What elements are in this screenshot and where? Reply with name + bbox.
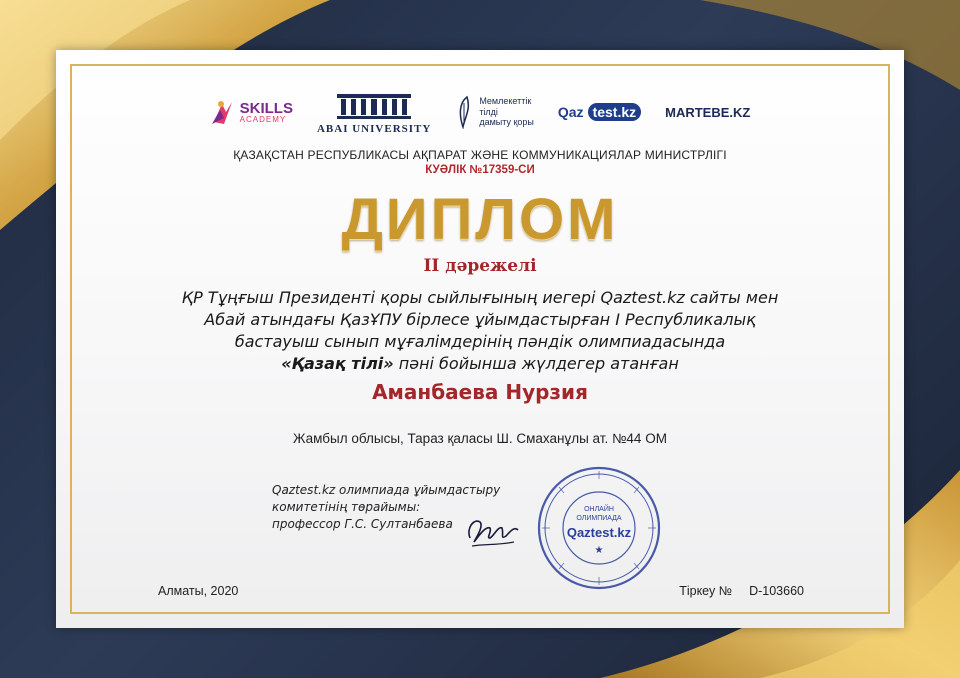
feather-icon [455, 95, 475, 129]
signatory-line-3: профессор Г.С. Султанбаева [272, 517, 453, 531]
recipient-name: Аманбаева Нурзия [372, 380, 588, 404]
stamp-brand-text: Qaztest.kz [566, 525, 632, 540]
place-and-date: Алматы, 2020 [158, 584, 239, 598]
skills-logo-sub: ACADEMY [239, 114, 287, 124]
skills-logo-name: SKILLS [239, 99, 293, 117]
signatory-line-1: Qaztest.kz олимпиада ұйымдастыру [272, 483, 501, 497]
diploma-title: ДИПЛОМ [341, 187, 619, 252]
registration-block [679, 584, 804, 598]
language-fund-logo [455, 95, 534, 129]
recipient-school: Жамбыл облысы, Тараз қаласы Ш. Смаханұлы ат. №44 ОМ [293, 431, 667, 446]
handwritten-signature [464, 508, 524, 552]
qaztest-logo [558, 103, 641, 121]
registration-label: Тіркеу № [679, 584, 733, 598]
language-fund-line-2: тілді [479, 106, 498, 117]
award-line-4 [146, 353, 814, 375]
abai-logo-name: ABAI UNIVERSITY [316, 122, 432, 135]
martebe-logo: MARTEBE.KZ [665, 104, 751, 120]
diploma-sheet [56, 50, 904, 628]
stamp-middle-text: ОЛИМПИАДА [576, 515, 622, 522]
language-fund-line-3: дамыту қоры [479, 117, 534, 128]
official-stamp [536, 465, 662, 591]
award-line-3: бастауыш сынып мұғалімдерінің пәндік олимпиадасында [234, 332, 726, 351]
award-line-4-text: пәні бойынша жүлдегер атанған [393, 354, 679, 373]
award-line-1: ҚР Тұңғыш Президенті қоры сыйлығының иегері Qaztest.kz сайты мен [181, 288, 779, 307]
qaztest-logo-badge: test.kz [588, 103, 642, 121]
skills-academy-logo [210, 98, 293, 126]
svg-text:★: ★ [594, 545, 604, 556]
abai-university-logo [317, 90, 431, 135]
language-fund-line-1: Мемлекеттік [479, 96, 532, 107]
university-building-icon [335, 90, 413, 120]
qaztest-logo-prefix: Qaz [557, 104, 584, 120]
sponsor-logos-row [56, 88, 904, 136]
stamp-top-text: ОНЛАЙН [584, 506, 614, 513]
ministry-heading: ҚАЗАҚСТАН РЕСПУБЛИКАСЫ АҚПАРАТ ЖӘНЕ КОММУНИКАЦИЯЛАР МИНИСТРЛІГІ [233, 148, 727, 162]
skills-figure-icon [210, 98, 236, 126]
registration-number: D-103660 [749, 584, 804, 598]
signatory-line-2: комитетінің төрайымы: [272, 500, 421, 514]
award-line-2: Абай атындағы ҚазҰПУ бірлесе ұйымдастырған І Республикалық [204, 310, 756, 329]
award-subject: «Қазақ тілі» [281, 354, 394, 373]
license-number: КУӘЛІК №17359-СИ [425, 164, 535, 176]
award-description [146, 287, 814, 375]
diploma-degree: ІІ дәрежелі [423, 256, 537, 276]
